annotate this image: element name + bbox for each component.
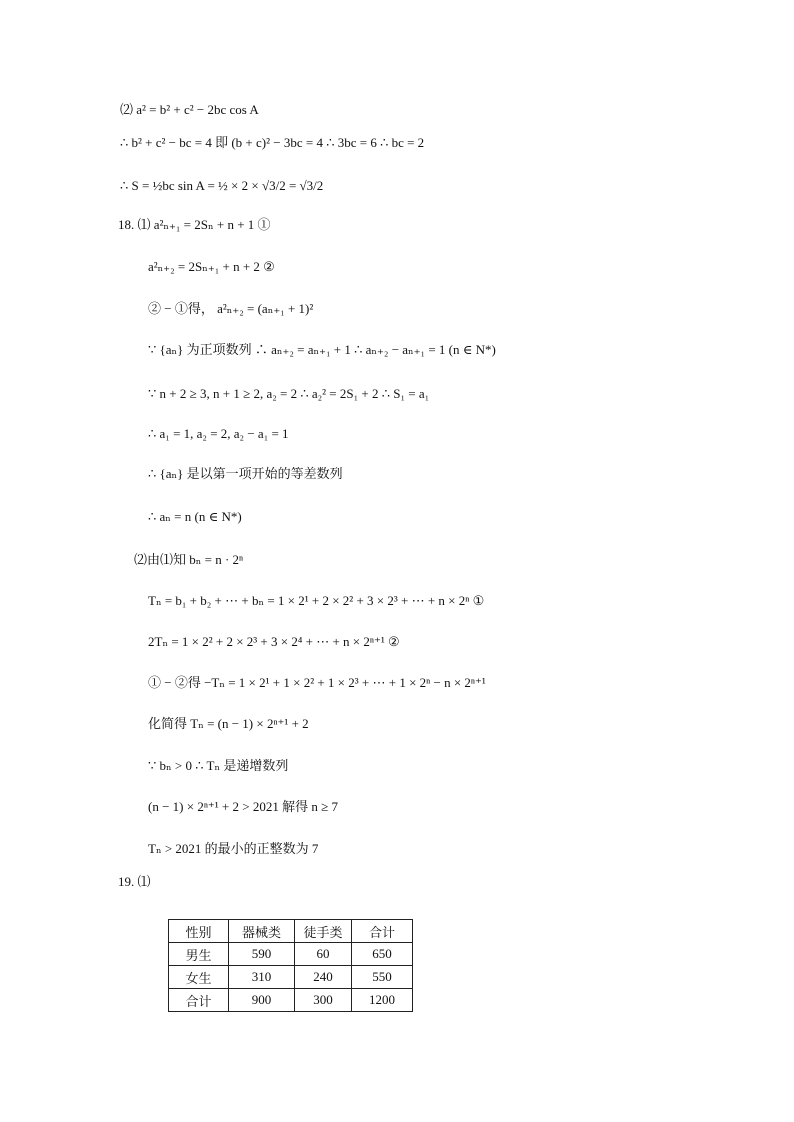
- table-cell: 男生: [169, 943, 229, 966]
- header-cell: 合计: [352, 920, 413, 943]
- q18-final-answer: Tₙ > 2021 的最小的正整数为 7: [148, 841, 319, 856]
- table-cell: 310: [229, 966, 295, 989]
- q18-part2-intro: ⑵由⑴知 bₙ = n · 2ⁿ: [134, 552, 244, 567]
- q18-increasing-note: ∵ bₙ > 0 ∴ Tₙ 是递增数列: [148, 758, 289, 773]
- q18-positive-sequence: ∵ {aₙ} 为正项数列 ∴ aₙ₊₂ = aₙ₊₁ + 1 ∴ aₙ₊₂ − aₙ₊₁ = 1 (n ∈ N*): [148, 342, 496, 357]
- table-cell: 550: [352, 966, 413, 989]
- table-cell: 合计: [169, 989, 229, 1012]
- header-cell: 器械类: [229, 920, 295, 943]
- q18-inequality: (n − 1) × 2ⁿ⁺¹ + 2 > 2021 解得 n ≥ 7: [148, 799, 338, 814]
- table-cell: 300: [295, 989, 352, 1012]
- table-header-row: [169, 920, 413, 943]
- q18-first-terms: ∴ a₁ = 1, a₂ = 2, a₂ − a₁ = 1: [148, 426, 289, 441]
- q18-equation-2: a²ₙ₊₂ = 2Sₙ₊₁ + n + 2 ②: [148, 259, 275, 274]
- area-result-line: ∴ S = ½bc sin A = ½ × 2 × √3/2 = √3/2: [120, 178, 324, 193]
- q18-sum-eq-2: 2Tₙ = 1 × 2² + 2 × 2³ + 3 × 2⁴ + ⋯ + n × 2ⁿ⁺¹ ②: [148, 634, 400, 649]
- bc-derivation-line: ∴ b² + c² − bc = 4 即 (b + c)² − 3bc = 4 ∴ 3bc = 6 ∴ bc = 2: [120, 135, 425, 150]
- table-cell: 60: [295, 943, 352, 966]
- q18-initial-check: ∵ n + 2 ≥ 3, n + 1 ≥ 2, a₂ = 2 ∴ a₂² = 2S₁ + 2 ∴ S₁ = a₁: [148, 386, 430, 401]
- q18-arithmetic-conclusion: ∴ {aₙ} 是以第一项开始的等差数列: [148, 466, 343, 481]
- q18-equation-1: 18. ⑴ a²ₙ₊₁ = 2Sₙ + n + 1 ①: [118, 217, 271, 232]
- q18-subtract-sums: ① − ②得 −Tₙ = 1 × 2¹ + 1 × 2² + 1 × 2³ + ⋯ + 1 × 2ⁿ − n × 2ⁿ⁺¹: [148, 675, 486, 690]
- table-cell: 900: [229, 989, 295, 1012]
- table-cell: 女生: [169, 966, 229, 989]
- table-cell: 590: [229, 943, 295, 966]
- table-cell: 240: [295, 966, 352, 989]
- table-row: [169, 966, 413, 989]
- q19-heading: 19. ⑴: [118, 874, 151, 889]
- table-row: [169, 989, 413, 1012]
- table-cell: 650: [352, 943, 413, 966]
- q18-subtract-step: ② − ①得， a²ₙ₊₂ = (aₙ₊₁ + 1)²: [148, 301, 314, 316]
- q18-general-term: ∴ aₙ = n (n ∈ N*): [148, 509, 242, 524]
- header-cell: 性别: [169, 920, 229, 943]
- header-cell: 徒手类: [295, 920, 352, 943]
- table-row: [169, 943, 413, 966]
- table-cell: 1200: [352, 989, 413, 1012]
- contingency-table: [168, 919, 413, 1012]
- q18-sum-eq-1: Tₙ = b₁ + b₂ + ⋯ + bₙ = 1 × 2¹ + 2 × 2² + 3 × 2³ + ⋯ + n × 2ⁿ ①: [148, 593, 485, 608]
- law-of-cosines-line: ⑵ a² = b² + c² − 2bc cos A: [120, 102, 259, 117]
- q18-simplified-sum: 化简得 Tₙ = (n − 1) × 2ⁿ⁺¹ + 2: [148, 716, 309, 731]
